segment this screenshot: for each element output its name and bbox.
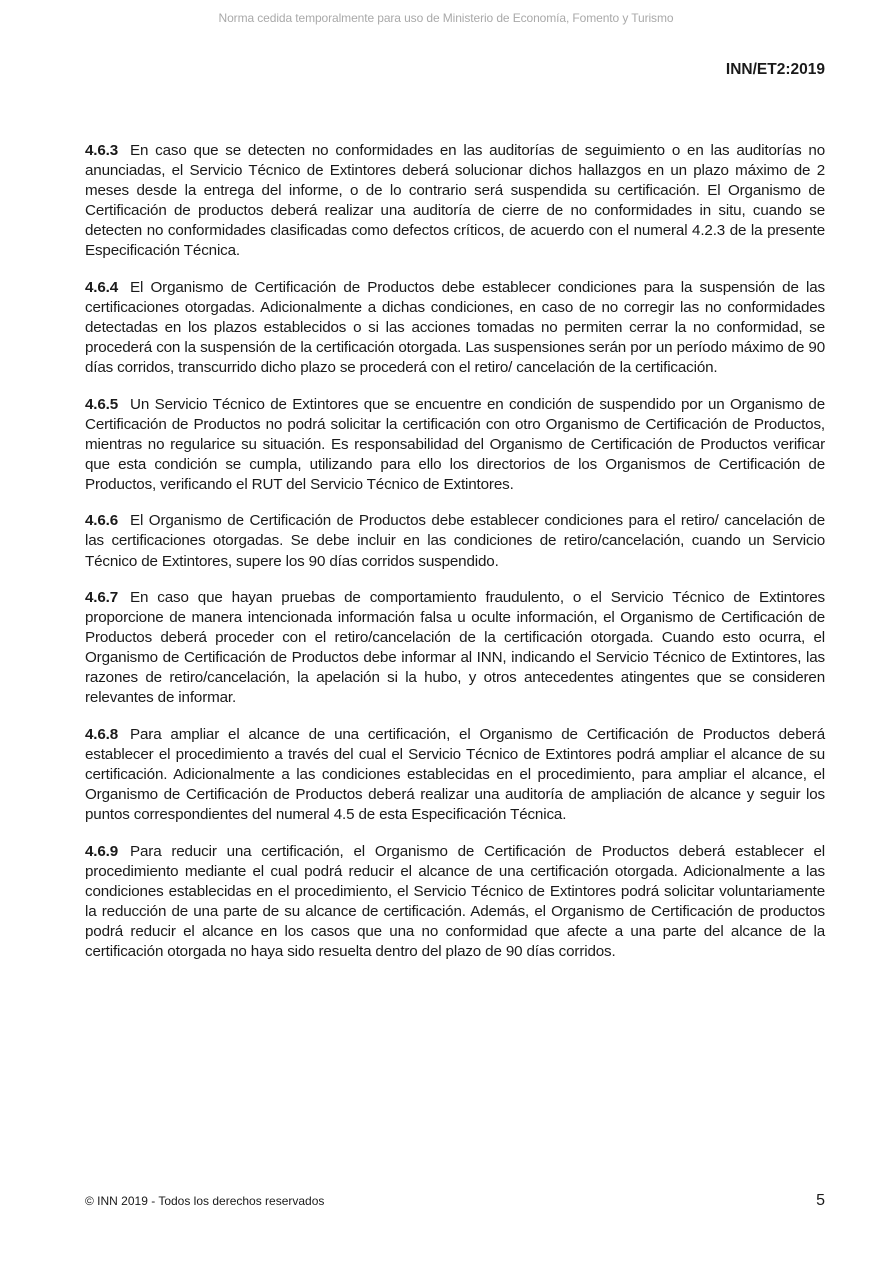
section-text: El Organismo de Certificación de Productos debe establecer condiciones para el retiro/ cancelación de las certificaciones otorgadas. Se debe incluir en las condiciones de retiro/cancelación, cuando un Servicio Técnico de Extintores, supere los 90 días corridos suspendido. — [85, 512, 825, 570]
section-4-6-8 — [85, 725, 825, 825]
section-text: El Organismo de Certificación de Productos debe establecer condiciones para la suspensión de las certificaciones otorgadas. Adicionalmente a dichas condiciones, en caso de no corregir las no conformidades detectadas en los plazos establecidos o si las acciones tomadas no permiten cerrar la no conformidad, se procederá con la suspensión de la certificación otorgada. Las suspensiones serán por un período máximo de 90 días corridos, transcurrido dicho plazo se procederá con el retiro/ cancelación de la certificación. — [85, 278, 825, 377]
section-number: 4.6.8 — [85, 725, 119, 743]
section-number: 4.6.7 — [85, 588, 119, 606]
page-number: 5 — [816, 1192, 825, 1209]
section-text: En caso que hayan pruebas de comportamiento fraudulento, o el Servicio Técnico de Extintores proporcione de manera intencionada información falsa u oculte información, el Organismo de Certificación de Productos deberá proceder con el retiro/cancelación de la certificación otorgada. Cuando esto ocurra, el Organismo de Certificación de Productos debe informar al INN, indicando el Servicio Técnico de Extintores, las razones de retiro/cancelación, la apelación si la hubo, y otros antecedentes atingentes que se consideren relevantes de informar. — [85, 588, 825, 707]
section-text: Para ampliar el alcance de una certificación, el Organismo de Certificación de Productos deberá establecer el procedimiento a través del cual el Servicio Técnico de Extintores podrá ampliar el alcance de su certificación. Adicionalmente a las condiciones establecidas en el procedimiento, para ampliar el alcance, el Organismo de Certificación de Productos deberá realizar una auditoría de ampliación de alcance y seguir los puntos correspondientes del numeral 4.5 de esta Especificación Técnica. — [85, 725, 825, 824]
section-4-6-4 — [85, 278, 825, 378]
section-text: En caso que se detecten no conformidades en las auditorías de seguimiento o en las auditorías no anunciadas, el Servicio Técnico de Extintores deberá solucionar dichos hallazgos en un plazo máximo de 2 meses desde la entrega del informe, o de lo contrario será suspendida su certificación. El Organismo de Certificación de productos deberá realizar una auditoría de cierre de no conformidades in situ, cuando se detecten no conformidades clasificadas como defectos críticos, de acuerdo con el numeral 4.2.3 de la presente Especificación Técnica. — [85, 142, 825, 260]
document-body — [85, 141, 825, 978]
section-number: 4.6.9 — [85, 842, 119, 860]
document-code: INN/ET2:2019 — [725, 61, 825, 78]
section-4-6-5 — [85, 395, 825, 495]
section-number: 4.6.4 — [85, 278, 119, 296]
section-number: 4.6.5 — [85, 395, 119, 413]
watermark-notice: Norma cedida temporalmente para uso de Ministerio de Economía, Fomento y Turismo — [218, 11, 674, 25]
section-4-6-9 — [85, 842, 825, 963]
section-number: 4.6.6 — [85, 512, 119, 530]
section-text: Para reducir una certificación, el Organismo de Certificación de Productos deberá establecer el procedimiento mediante el cual podrá reducir el alcance de una certificación otorgada. Adicionalmente a las condiciones establecidas en el procedimiento, el Servicio Técnico de Extintores podrá solicitar voluntariamente la reducción de una parte de su alcance de certificación. Además, el Organismo de Certificación de productos podrá reducir el alcance en los casos que una no conformidad que afecte a una parte del alcance de la certificación otorgada no haya sido resuelta dentro del plazo de 90 días corridos. — [85, 842, 825, 961]
section-4-6-3 — [85, 141, 825, 262]
section-number: 4.6.3 — [85, 142, 119, 159]
footer-copyright: © INN 2019 - Todos los derechos reservados — [85, 1194, 325, 1208]
section-text: Un Servicio Técnico de Extintores que se encuentre en condición de suspendido por un Organismo de Certificación de Productos no podrá solicitar la certificación con otro Organismo de Certificación de Productos, mientras no regularice su situación. Es responsabilidad del Organismo de Certificación de Productos verificar que esta condición se cumpla, utilizando para ello los directorios de los Organismos de Certificación de Productos, verificando el RUT del Servicio Técnico de Extintores. — [85, 395, 825, 493]
section-4-6-6 — [85, 511, 825, 571]
section-4-6-7 — [85, 588, 825, 709]
